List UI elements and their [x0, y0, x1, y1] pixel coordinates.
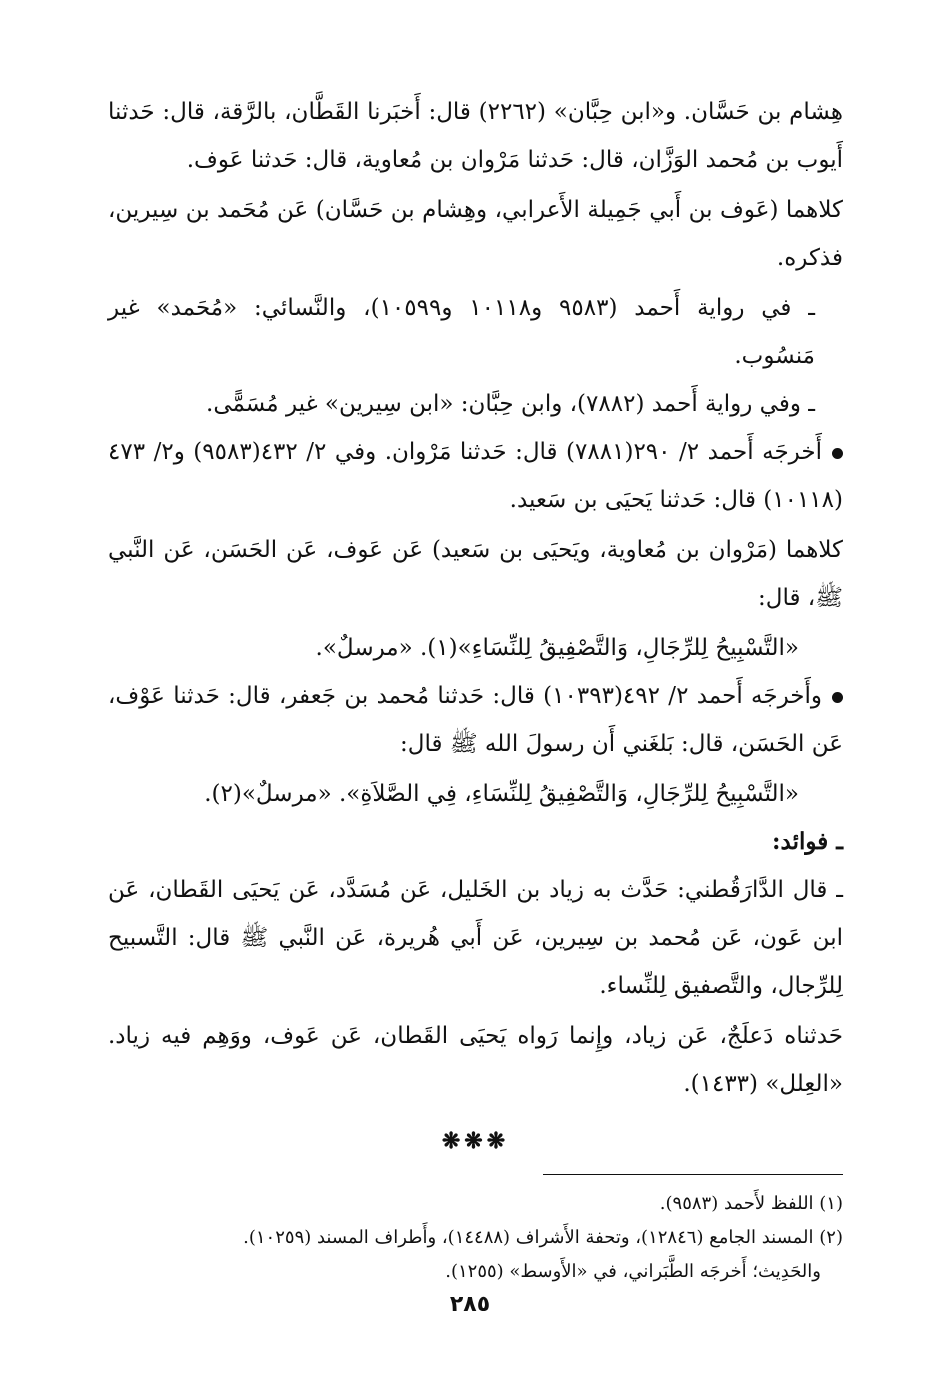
footnote-2: (٢) المسند الجامع (١٢٨٤٦)، وتحفة الأَشراف (١٤٤٨٨)، وأَطراف المسند (١٠٢٥٩). — [243, 1227, 843, 1248]
paragraph-6: ـ قال الدَّارَقُطني: حَدَّث به زياد بن الخَليل، عَن مُسَدَّد، عَن يَحيَى القَطان، عَن ابن عَون، عَن مُحمد بن سِيرين، عَن أَبي هُريرة، عَن النَّبي ﷺ قال: التَّسبيح لِلرِّجال، والتَّصفيق لِلنِّساء. — [108, 877, 843, 999]
paragraph-5-text: وأَخرجَه أَحمد ٢/ ٤٩٢(١٠٣٩٣) قال: حَدثنا مُحمد بن جَعفر، قال: حَدثنا عَوْف، عَن الحَسَن، قال: بَلغَني أَن رسولَ الله ﷺ قال: — [108, 683, 843, 757]
paragraph-4: كلاهما (مَرْوان بن مُعاوية، ويَحيَى بن سَعيد) عَن عَوف، عَن الحَسَن، عَن النَّبي ﷺ، قال: — [108, 537, 843, 611]
bullet-icon — [832, 692, 843, 703]
footnote-2-continuation: والحَدِيث؛ أَخرجَه الطَّبَراني، في «الأَوسط» (١٢٥٥). — [445, 1261, 821, 1282]
section-divider-stars: ❋❋❋ — [441, 1128, 510, 1154]
note-line-2: ـ وفي رواية أَحمد (٧٨٨٢)، وابن حِبَّان: «ابن سِيرين» غير مُسَمًّى. — [206, 391, 815, 417]
page-number: ٢٨٥ — [449, 1292, 491, 1317]
paragraph-2: كلاهما (عَوف بن أَبي جَمِيلة الأَعرابي، وهِشام بن حَسَّان) عَن مُحَمد بن سِيرين، فذكره. — [108, 197, 843, 271]
bullet-icon — [832, 448, 843, 459]
hadith-quote-2: «التَّسْبِيحُ لِلرِّجَالِ، وَالتَّصْفِيقُ لِلنِّسَاءِ، فِي الصَّلاَةِ». «مرسلٌ»(٢). — [204, 781, 799, 807]
note-line-1: ـ في رواية أَحمد (٩٥٨٣ و١٠١١٨ و١٠٥٩٩)، والنَّسائي: «مُحَمد» غير مَنسُوب. — [108, 295, 816, 369]
paragraph-3-text: أَخرجَه أَحمد ٢/ ٢٩٠(٧٨٨١) قال: حَدثنا مَرْوان. وفي ٢/ ٤٣٢(٩٥٨٣) و٢/ ٤٧٣ (١٠١١٨) قال: حَدثنا يَحيَى بن سَعيد. — [108, 439, 843, 513]
page-body — [108, 88, 843, 1289]
footnote-1: (١) اللفظ لأَحمد (٩٥٨٣). — [659, 1193, 843, 1214]
paragraph-7: حَدثناه دَعلَجٌ، عَن زياد، وإِنما رَواه يَحيَى القَطان، عَن عَوف، ووَهِم فيه زياد. «العِلل» (١٤٣٣). — [108, 1023, 843, 1097]
paragraph-3 — [108, 428, 843, 524]
paragraph-1: هِشام بن حَسَّان. و«ابن حِبَّان» (٢٢٦٢) قال: أَخبَرنا القَطَّان، بالرَّقة، قال: حَدثنا أَيوب بن مُحمد الوَزَّان، قال: حَدثنا مَرْوان بن مُعاوية، قال: حَدثنا عَوف. — [108, 99, 843, 173]
footnote-separator — [543, 1174, 843, 1175]
section-heading-benefits: ـ فوائد: — [772, 828, 843, 855]
hadith-quote-1: «التَّسْبِيحُ لِلرِّجَالِ، وَالتَّصْفِيقُ لِلنِّسَاءِ»(١). «مرسلٌ». — [315, 635, 799, 661]
paragraph-5 — [108, 672, 843, 768]
